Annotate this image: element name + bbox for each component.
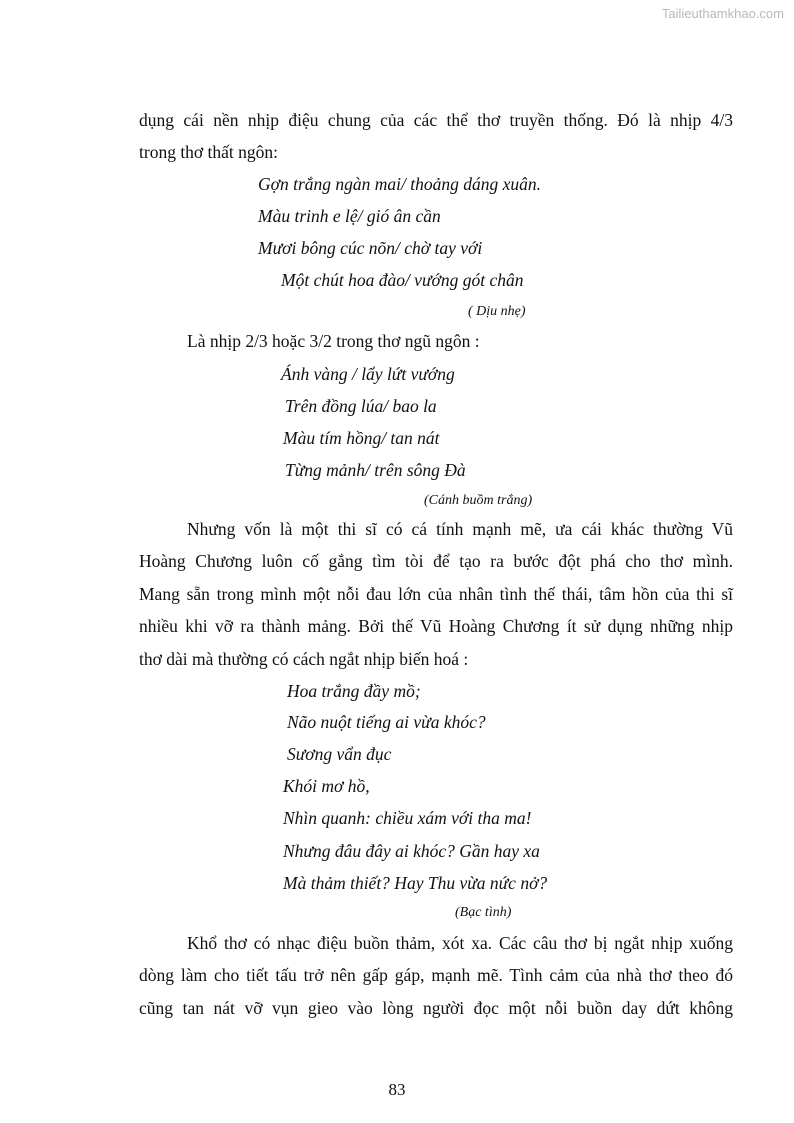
poem-line: Gợn trắng ngàn mai/ thoảng dáng xuân. bbox=[258, 174, 542, 194]
poem-line: Nhưng đâu đây ai khóc? Gần hay xa bbox=[283, 841, 540, 861]
poem-line: Màu tím hồng/ tan nát bbox=[283, 428, 440, 448]
body-text-line: Nhưng vốn là một thi sĩ có cá tính mạnh mẽ, ưa cái khác thường Vũ bbox=[187, 519, 733, 539]
body-text-line: nhiều khi vỡ ra thành mảng. Bởi thế Vũ Hoàng Chương ít sử dụng những nhịp bbox=[139, 616, 733, 636]
poem-source: (Bạc tình) bbox=[455, 905, 512, 920]
body-text-line: thơ dài mà thường có cách ngắt nhịp biến hoá : bbox=[139, 649, 469, 669]
body-text-line: Mang sẵn trong mình một nỗi đau lớn của nhân tình thế thái, tâm hồn của thi sĩ bbox=[139, 584, 733, 604]
body-text-line: trong thơ thất ngôn: bbox=[139, 142, 279, 162]
body-text-line: Khổ thơ có nhạc điệu buồn thảm, xót xa. Các câu thơ bị ngắt nhịp xuống bbox=[187, 933, 733, 953]
poem-line: Sương vẩn đục bbox=[287, 744, 392, 764]
poem-line: Khói mơ hồ, bbox=[283, 776, 370, 796]
poem-source: (Cánh buồm trắng) bbox=[424, 493, 533, 508]
poem-line: Nhìn quanh: chiều xám với tha ma! bbox=[283, 808, 532, 828]
body-text-line: dòng làm cho tiết tấu trở nên gấp gáp, mạnh mẽ. Tình cảm của nhà thơ theo đó bbox=[139, 965, 733, 985]
poem-line: Não nuột tiếng ai vừa khóc? bbox=[287, 712, 486, 732]
poem-line: Mươi bông cúc nõn/ chờ tay với bbox=[258, 238, 483, 258]
poem-line: Từng mảnh/ trên sông Đà bbox=[285, 460, 466, 480]
poem-line: Hoa trắng đầy mồ; bbox=[287, 681, 421, 701]
poem-line: Mà thảm thiết? Hay Thu vừa nức nở? bbox=[283, 873, 548, 893]
page-number: 83 bbox=[388, 1080, 406, 1099]
body-text-line: Là nhịp 2/3 hoặc 3/2 trong thơ ngũ ngôn : bbox=[187, 331, 480, 351]
poem-line: Ánh vàng / lẩy lứt vướng bbox=[281, 364, 455, 384]
body-text-line: dụng cái nền nhịp điệu chung của các thể thơ truyền thống. Đó là nhịp 4/3 bbox=[139, 110, 733, 130]
poem-source: ( Dịu nhẹ) bbox=[468, 304, 526, 319]
watermark: Tailieuthamkhao.com bbox=[661, 6, 784, 21]
body-text-line: Hoàng Chương luôn cố gắng tìm tòi để tạo ra bước đột phá cho thơ mình. bbox=[139, 551, 733, 571]
poem-line: Màu trinh e lệ/ gió ân cần bbox=[258, 206, 441, 226]
poem-line: Trên đồng lúa/ bao la bbox=[285, 396, 437, 416]
poem-line: Một chút hoa đào/ vướng gót chân bbox=[281, 270, 524, 290]
body-text-line: cũng tan nát vỡ vụn gieo vào lòng người đọc một nỗi buồn day dứt không bbox=[139, 998, 733, 1018]
